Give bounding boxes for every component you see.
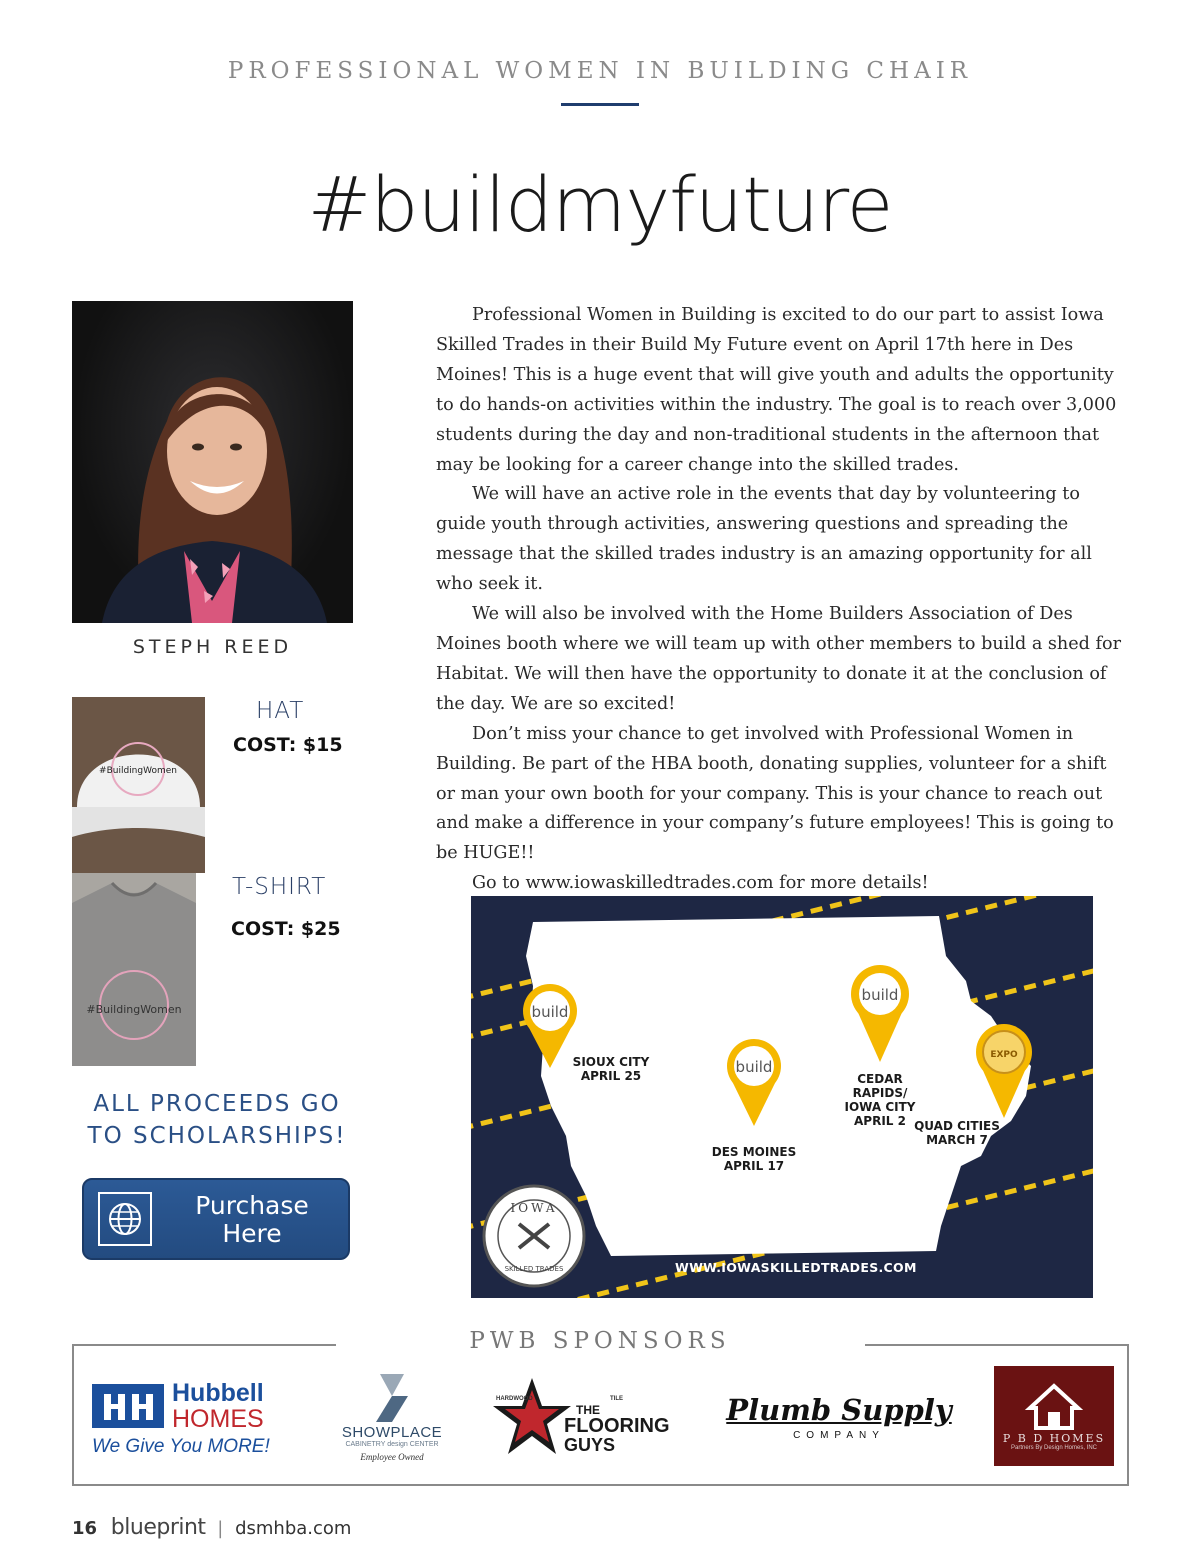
article-paragraph: Professional Women in Building is excited to do our part to assist Iowa Skilled Trades in their Build My Future event on April 17th here in Des Moines! This is a huge event that will give youth and adults the opportunity to do hands-on activities within the industry. The goal is to reach over 3,000 students during the day and non-traditional students in the afternoon that may be looking for a career change into the skilled trades. bbox=[436, 305, 1117, 475]
sponsors-panel bbox=[72, 1344, 1129, 1486]
hubbell-tagline: We Give You MORE! bbox=[92, 1436, 270, 1457]
sponsor-hubbell-homes[interactable] bbox=[92, 1380, 282, 1468]
location-quad-cities bbox=[912, 1119, 1002, 1147]
location-date: MARCH 7 bbox=[926, 1133, 988, 1147]
author-name: STEPH REED bbox=[132, 636, 293, 658]
showplace-sub: CABINETRY design CENTER bbox=[345, 1441, 439, 1448]
house-icon bbox=[1024, 1382, 1084, 1430]
location-city: DES MOINES bbox=[711, 1145, 797, 1159]
pbd-name: P B D HOMES bbox=[1002, 1432, 1106, 1445]
hat-photo bbox=[72, 697, 205, 873]
flooring-star-icon bbox=[492, 1376, 572, 1456]
flooring-small-1: HARDWOOD bbox=[496, 1396, 533, 1402]
hat-title: HAT bbox=[256, 698, 305, 724]
tshirt-cost: COST: $25 bbox=[231, 918, 341, 940]
sponsor-flooring-guys[interactable] bbox=[492, 1376, 678, 1466]
hubbell-homes: HOMES bbox=[172, 1405, 264, 1433]
pin-label-build: build bbox=[735, 1058, 773, 1076]
seal-top-text: IOWA bbox=[510, 1201, 558, 1215]
page-number: 16 bbox=[72, 1518, 98, 1539]
location-sioux-city bbox=[571, 1055, 651, 1083]
section-kicker: PROFESSIONAL WOMEN IN BUILDING CHAIR bbox=[227, 58, 973, 84]
location-date: APRIL 25 bbox=[580, 1069, 642, 1083]
sponsor-plumb-supply[interactable] bbox=[714, 1394, 964, 1454]
purchase-button[interactable] bbox=[82, 1178, 350, 1260]
hubbell-name: Hubbell bbox=[172, 1379, 264, 1407]
plumb-supply-name: Plumb Supply bbox=[726, 1393, 952, 1427]
proceeds-line-1: ALL PROCEEDS GO bbox=[93, 1091, 341, 1117]
page-footer bbox=[72, 1515, 351, 1540]
page-title: #buildmyfuture bbox=[307, 160, 893, 249]
flooring-flooring: FLOORING bbox=[564, 1415, 670, 1437]
plumb-supply-sub: COMPANY bbox=[793, 1430, 885, 1441]
flooring-guys: GUYS bbox=[564, 1435, 616, 1455]
tshirt-photo bbox=[72, 873, 196, 1066]
location-date: APRIL 17 bbox=[723, 1159, 785, 1173]
hubbell-logo-mark bbox=[92, 1384, 164, 1428]
location-city: QUAD CITIES bbox=[914, 1119, 1000, 1133]
pin-label-build: build bbox=[531, 1003, 569, 1021]
showplace-tag: Employee Owned bbox=[360, 1452, 424, 1462]
showplace-name: SHOWPLACE bbox=[341, 1424, 443, 1441]
website-link[interactable]: dsmhba.com bbox=[235, 1518, 352, 1539]
location-date: APRIL 2 bbox=[854, 1114, 906, 1128]
article-paragraph: Don’t miss your chance to get involved with Professional Women in Building. Be part of the HBA booth, donating supplies, volunteer for a shift or man your own booth for your company. This is your chance to reach out and make a difference in your company’s future employees! This is going to be HUGE!! bbox=[436, 723, 1114, 864]
article-body bbox=[436, 301, 1126, 899]
tshirt-print: #BuildingWomen bbox=[86, 1003, 182, 1016]
purchase-label-line-1: Purchase bbox=[195, 1191, 309, 1220]
hat-cost: COST: $15 bbox=[233, 734, 343, 756]
sponsor-pbd-homes[interactable] bbox=[994, 1366, 1114, 1466]
map-graphic bbox=[471, 896, 1093, 1298]
proceeds-note bbox=[72, 1088, 362, 1152]
pbd-sub: Partners By Design Homes, INC bbox=[1010, 1445, 1098, 1451]
sponsor-showplace[interactable] bbox=[330, 1372, 454, 1476]
map-website-url: WWW.IOWASKILLEDTRADES.COM bbox=[675, 1260, 917, 1275]
location-city: CEDAR RAPIDS/ bbox=[852, 1072, 908, 1100]
article-paragraph: We will also be involved with the Home Builders Association of Des Moines booth where we will team up with other members to build a shed for Habitat. We will then have the opportunity to donate it at the conclusion of the day. We are so excited! bbox=[436, 604, 1122, 714]
globe-icon bbox=[98, 1192, 152, 1246]
portrait-illustration bbox=[72, 301, 353, 623]
article-paragraph: We will have an active role in the events that day by volunteering to guide youth through activities, answering questions and spreading the message that the skilled trades industry is an amazing opportunity for all who seek it. bbox=[436, 484, 1092, 595]
showplace-logo-mark bbox=[372, 1372, 412, 1424]
hat-print: #BuildingWomen bbox=[99, 766, 177, 776]
iowa-skilled-trades-seal bbox=[484, 1186, 584, 1286]
kicker-divider bbox=[561, 103, 639, 106]
author-photo bbox=[72, 301, 353, 623]
tshirt-title: T-SHIRT bbox=[232, 874, 327, 900]
location-des-moines bbox=[704, 1145, 804, 1173]
location-city: SIOUX CITY bbox=[572, 1055, 650, 1069]
flooring-small-2: TILE bbox=[610, 1396, 623, 1402]
magazine-brand: blueprint bbox=[110, 1515, 206, 1540]
pin-label-build: build bbox=[861, 986, 899, 1004]
flooring-the: THE bbox=[576, 1403, 600, 1417]
pin-label-expo: EXPO bbox=[990, 1050, 1018, 1060]
proceeds-line-2: TO SCHOLARSHIPS! bbox=[87, 1123, 347, 1149]
seal-bottom-text: SKILLED TRADES bbox=[504, 1265, 564, 1273]
location-city-2: IOWA CITY bbox=[844, 1100, 916, 1114]
article-paragraph: Go to www.iowaskilledtrades.com for more details! bbox=[472, 873, 929, 894]
purchase-label-line-2: Here bbox=[222, 1219, 282, 1248]
sponsors-heading: PWB SPONSORS bbox=[469, 1328, 731, 1354]
iowa-events-map bbox=[471, 896, 1093, 1298]
purchase-label[interactable] bbox=[162, 1192, 342, 1248]
footer-separator: | bbox=[217, 1518, 224, 1539]
